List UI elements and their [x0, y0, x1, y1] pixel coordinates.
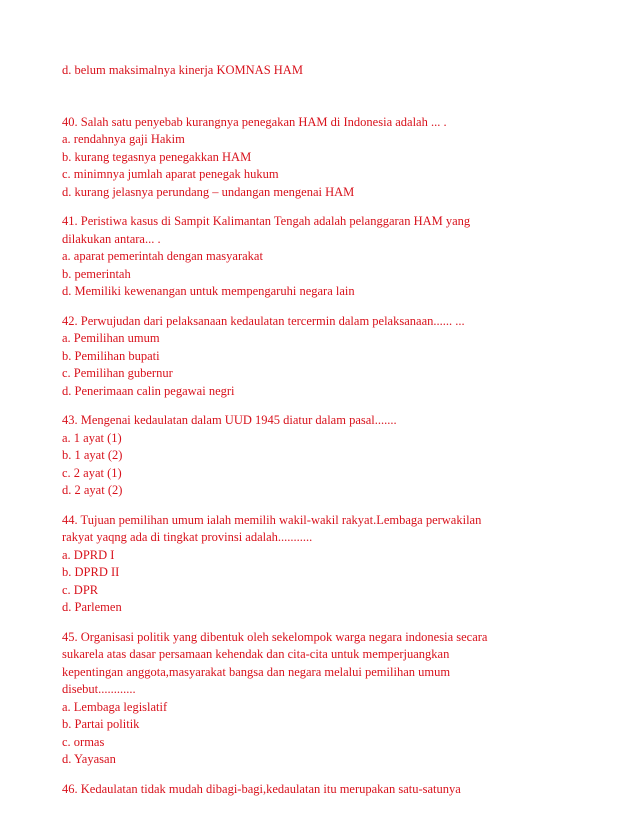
option-a: a. rendahnya gaji Hakim	[62, 132, 185, 146]
option-c: c. minimnya jumlah aparat penegak hukum	[62, 167, 279, 181]
section-gap	[62, 80, 582, 114]
option-c: c. 2 ayat (1)	[62, 465, 122, 480]
question-text: 42. Perwujudan dari pelaksanaan kedaulatan tercermin dalam pelaksanaan...... ...	[62, 313, 465, 328]
question-text: 41. Peristiwa kasus di Sampit Kalimantan Tengah adalah pelanggaran HAM yang	[62, 214, 471, 228]
question-44	[62, 512, 582, 617]
question-text-continued: dilakukan antara... .	[62, 231, 161, 246]
question-40	[62, 114, 582, 202]
option-d: d. Yayasan	[62, 752, 116, 766]
option-b: b. pemerintah	[62, 266, 131, 281]
question-gap	[62, 400, 582, 412]
option-d: d. 2 ayat (2)	[62, 483, 123, 497]
document-body	[62, 62, 582, 798]
question-43	[62, 412, 582, 500]
question-text-continued: kepentingan anggota,masyarakat bangsa dan negara melalui pemilihan umum	[62, 664, 451, 679]
question-gap	[62, 301, 582, 313]
option-a: a. DPRD I	[62, 547, 115, 562]
intro-answer-line: d. belum maksimalnya kinerja KOMNAS HAM	[62, 63, 303, 77]
option-d: d. kurang jelasnya perundang – undangan mengenai HAM	[62, 184, 355, 199]
question-gap	[62, 201, 582, 213]
question-gap	[62, 500, 582, 512]
option-b: b. kurang tegasnya penegakkan HAM	[62, 149, 252, 164]
question-text-continued: sukarela atas dasar persamaan kehendak dan cita-cita untuk memperjuangkan	[62, 647, 450, 661]
option-b: b. 1 ayat (2)	[62, 448, 123, 462]
option-a: a. Lembaga legislatif	[62, 699, 168, 714]
question-46	[62, 781, 582, 799]
question-text-continued: rakyat yaqng ada di tingkat provinsi adalah...........	[62, 530, 313, 544]
option-d: d. Penerimaan calin pegawai negri	[62, 383, 235, 398]
option-a: a. aparat pemerintah dengan masyarakat	[62, 249, 263, 263]
question-gap	[62, 769, 582, 781]
question-text: 40. Salah satu penyebab kurangnya penegakan HAM di Indonesia adalah ... .	[62, 114, 447, 129]
option-c: c. ormas	[62, 734, 105, 749]
question-gap	[62, 617, 582, 629]
option-a: a. 1 ayat (1)	[62, 430, 122, 445]
question-text: 45. Organisasi politik yang dibentuk oleh sekelompok warga negara indonesia secara	[62, 629, 488, 644]
question-42	[62, 313, 582, 401]
question-text: 46. Kedaulatan tidak mudah dibagi-bagi,kedaulatan itu merupakan satu-satunya	[62, 781, 461, 796]
question-text: 43. Mengenai kedaulatan dalam UUD 1945 diatur dalam pasal.......	[62, 413, 397, 427]
option-b: b. Pemilihan bupati	[62, 348, 160, 363]
option-b: b. Partai politik	[62, 717, 140, 731]
option-d: d. Parlemen	[62, 600, 122, 614]
question-41	[62, 213, 582, 301]
option-d: d. Memiliki kewenangan untuk mempengaruhi negara lain	[62, 284, 355, 298]
option-a: a. Pemilihan umum	[62, 331, 160, 345]
question-45	[62, 629, 582, 769]
option-b: b. DPRD II	[62, 565, 120, 579]
question-text-continued: disebut............	[62, 682, 136, 696]
question-text: 44. Tujuan pemilihan umum ialah memilih wakil-wakil rakyat.Lembaga perwakilan	[62, 512, 482, 527]
option-c: c. Pemilihan gubernur	[62, 366, 173, 380]
option-c: c. DPR	[62, 582, 99, 597]
